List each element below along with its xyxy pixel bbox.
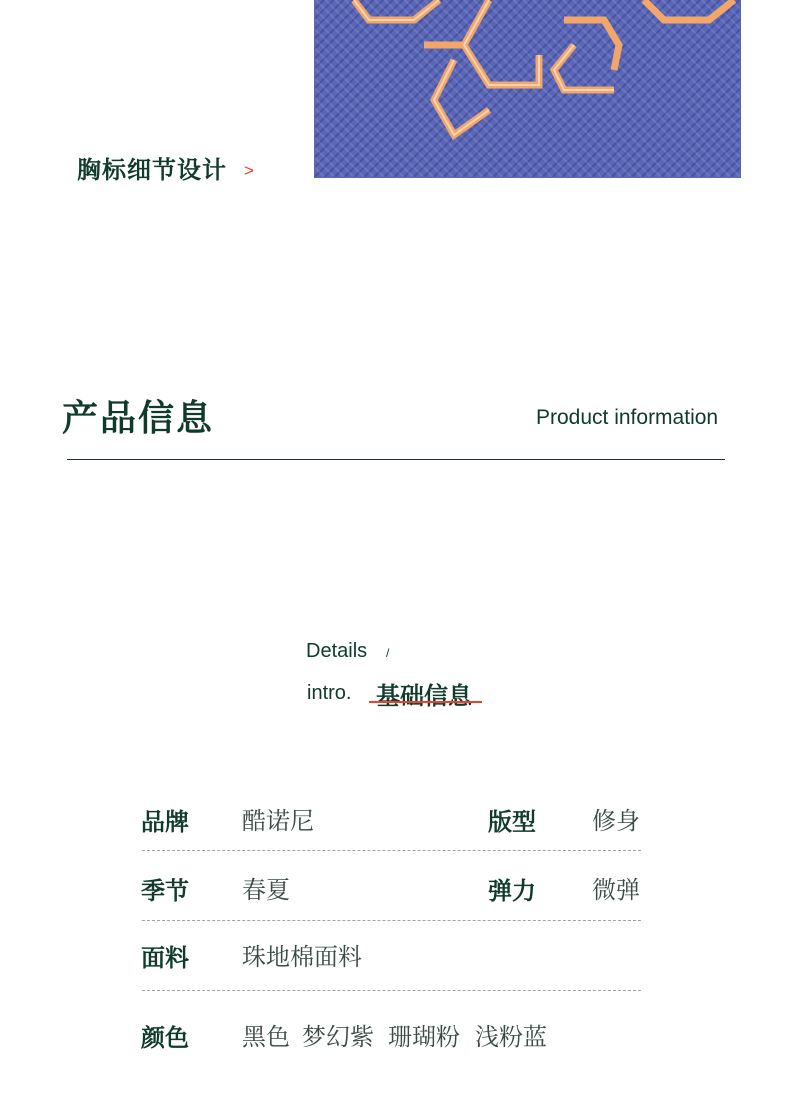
basic-info-underline — [369, 701, 482, 703]
color-option: 浅粉蓝 — [475, 1024, 547, 1051]
chest-logo-detail-label: 胸标细节设计 — [77, 157, 227, 184]
fabric-value: 珠地棉面料 — [242, 944, 362, 971]
chest-logo-graphic — [314, 0, 741, 178]
fabric-label: 面料 — [141, 945, 189, 972]
row-divider — [142, 990, 641, 991]
basic-info-heading: 基础信息 — [376, 683, 472, 710]
season-label: 季节 — [141, 878, 189, 905]
color-label: 颜色 — [141, 1025, 189, 1052]
color-option: 珊瑚粉 — [388, 1024, 460, 1051]
elasticity-label: 弹力 — [488, 878, 536, 905]
season-value: 春夏 — [242, 877, 290, 904]
section-divider — [67, 459, 725, 460]
details-heading: Details — [306, 640, 368, 662]
elasticity-value: 微弹 — [592, 877, 640, 904]
fit-value: 修身 — [592, 808, 640, 835]
color-option: 黑色 — [242, 1024, 290, 1051]
color-option: 梦幻紫 — [302, 1024, 374, 1051]
fit-label: 版型 — [488, 809, 536, 836]
intro-heading: intro. — [307, 682, 352, 704]
brand-label: 品牌 — [141, 809, 189, 836]
fabric-detail-photo — [314, 0, 741, 178]
chevron-right-icon: > — [244, 161, 254, 180]
heading-slash: / — [386, 646, 390, 660]
brand-value: 酷诺尼 — [242, 808, 314, 835]
row-divider — [142, 920, 641, 921]
section-title: 产品信息 — [62, 397, 215, 438]
row-divider — [142, 850, 641, 851]
section-subtitle: Product information — [536, 406, 719, 429]
